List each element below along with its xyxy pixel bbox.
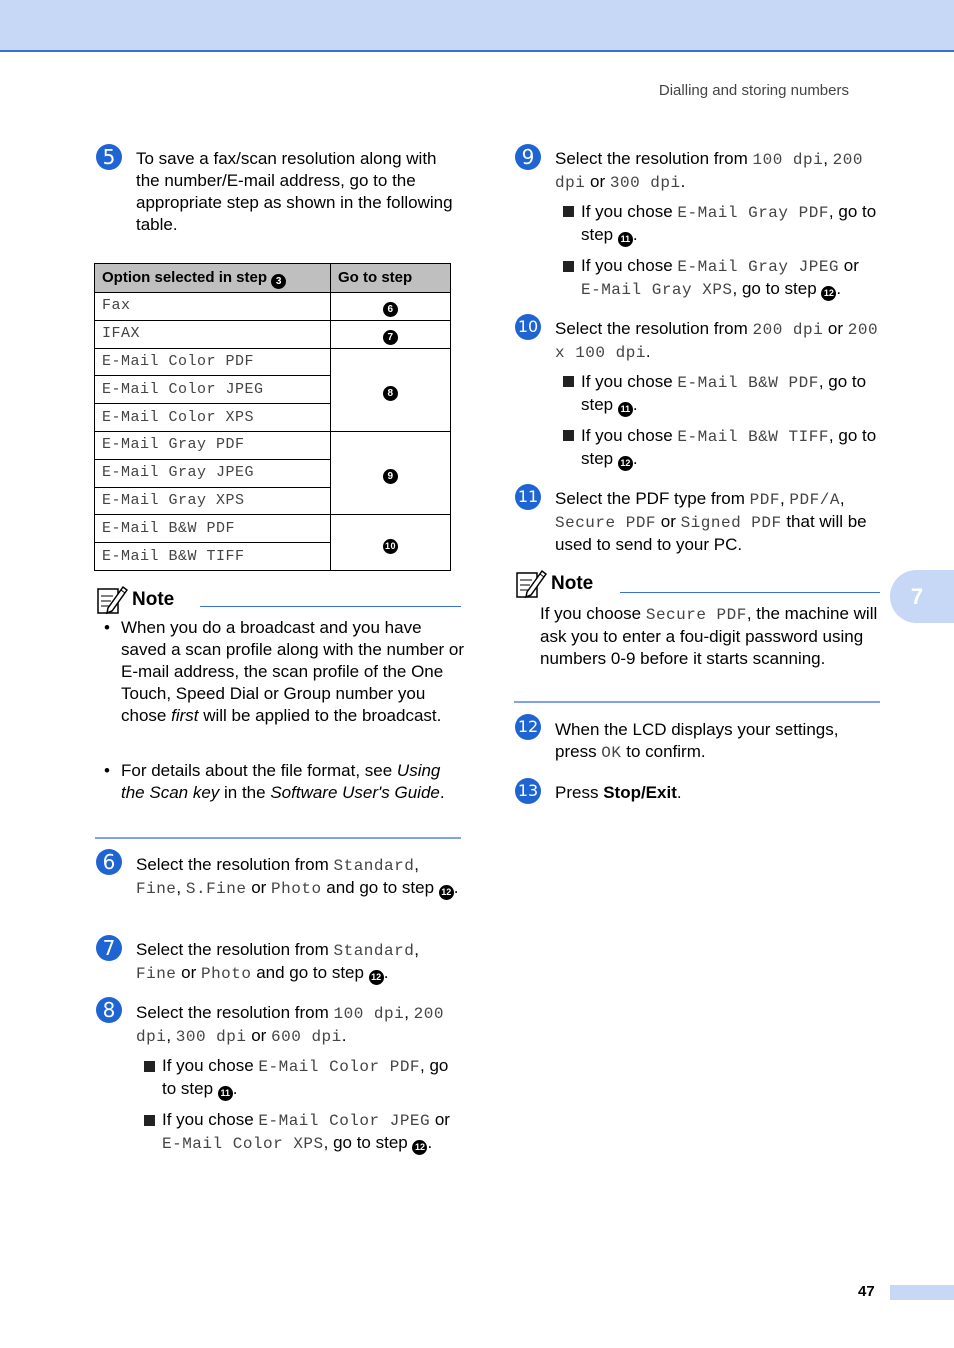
step-7-text: Select the resolution from Standard, Fine or Photo and go to step 12 .: [136, 940, 420, 983]
note-2-title-line: [620, 592, 880, 593]
step-ref-badge: 11: [618, 402, 633, 417]
step-10-number: 10: [515, 314, 541, 340]
bullet-dot: •: [104, 761, 110, 780]
option-cell: E-Mail Gray JPEG: [95, 459, 331, 487]
table-row: [95, 431, 451, 459]
step-ref-badge: 11: [618, 232, 633, 247]
step-6-number: 6: [96, 849, 122, 875]
goto-cell: [331, 431, 451, 514]
step-ref-badge: 11: [218, 1086, 233, 1101]
table-row: [95, 348, 451, 376]
step-11-text: Select the PDF type from PDF, PDF/A, Secure PDF or Signed PDF that will be used to send to your PC.: [555, 489, 867, 554]
step-9-number: 9: [515, 144, 541, 170]
step-8-sub-2: If you chose E-Mail Color JPEG or E-Mail Color XPS, go to step 12 .: [162, 1110, 450, 1153]
step-10-sub-2: If you chose E-Mail B&W TIFF, go to step 12 .: [581, 425, 881, 471]
option-cell: E-Mail Gray XPS: [95, 487, 331, 515]
note-pencil-icon: [515, 568, 547, 600]
step-11-number: 11: [515, 484, 541, 510]
note-pencil-icon: [96, 584, 128, 616]
step-9-text: Select the resolution from 100 dpi, 200 dpi or 300 dpi.: [555, 149, 863, 192]
table-row: [95, 293, 451, 321]
step-5-text: To save a fax/scan resolution along with the number/E-mail address, go to the appropriate step as shown in the following table.: [136, 149, 453, 234]
step-ref-badge: 7: [383, 330, 398, 345]
note-1-bullet-1: • When you do a broadcast and you have saved a scan profile along with the number or E-mail address, the scan profile of the One Touch, Speed Dial or Group number you chose first will be applied to the broadcast.: [104, 618, 465, 725]
option-cell: IFAX: [95, 320, 331, 348]
table-row: [95, 320, 451, 348]
page-number-band: [890, 1285, 954, 1300]
step-8-text: Select the resolution from 100 dpi, 200 dpi, 300 dpi or 600 dpi.: [136, 1003, 444, 1046]
option-cell: E-Mail B&W TIFF: [95, 543, 331, 571]
step-12-number: 12: [515, 714, 541, 740]
step-5-number: 5: [96, 144, 122, 170]
note-1-bottom-rule: [95, 837, 461, 839]
step-8-number: 8: [96, 997, 122, 1023]
page-header-title: Dialling and storing numbers: [658, 82, 849, 99]
bullet-square: [563, 376, 574, 387]
note-2-text: If you choose Secure PDF, the machine will ask you to enter a fou-digit password using numbers 0-9 before it starts scanning.: [540, 604, 878, 668]
step-ref-badge: 12: [439, 885, 454, 900]
chapter-number: 7: [910, 583, 924, 609]
step-12-text: When the LCD displays your settings, press OK to confirm.: [555, 720, 839, 762]
chapter-tab: [890, 570, 954, 623]
step-ref-badge: 10: [383, 539, 398, 554]
step-ref-badge: 9: [383, 469, 398, 484]
goto-cell: [331, 348, 451, 431]
step-9-sub-2: If you chose E-Mail Gray JPEG or E-Mail Gray XPS, go to step 12 .: [581, 256, 859, 299]
option-cell: E-Mail B&W PDF: [95, 515, 331, 543]
step-13-number: 13: [515, 778, 541, 804]
step-ref-badge: 3: [271, 274, 286, 289]
goto-cell: [331, 515, 451, 571]
option-cell: E-Mail Color PDF: [95, 348, 331, 376]
option-cell: E-Mail Color XPS: [95, 404, 331, 432]
header-band: [0, 0, 954, 52]
bullet-square: [144, 1061, 155, 1072]
note-2-heading: [515, 568, 593, 600]
step-10-sub-1: If you chose E-Mail B&W PDF, go to step 11 .: [581, 371, 881, 417]
bullet-dot: •: [104, 618, 110, 637]
note-1-title-line: [200, 606, 461, 607]
note-1-heading: [96, 584, 174, 616]
note-1-bullet-2: • For details about the file format, see Using the Scan key in the Software User's Guide.: [104, 761, 445, 802]
note-1-label: Note: [132, 589, 175, 610]
step-ref-badge: 12: [821, 286, 836, 301]
step-ref-badge: 12: [412, 1140, 427, 1155]
table-header-option: Option selected in step 3: [95, 264, 331, 293]
note-2-label: Note: [551, 573, 594, 594]
goto-cell: [331, 293, 451, 321]
step-13-text: Press Stop/Exit.: [555, 783, 682, 802]
bullet-square: [563, 206, 574, 217]
step-ref-badge: 8: [383, 386, 398, 401]
goto-cell: [331, 320, 451, 348]
bullet-square: [563, 430, 574, 441]
step-ref-badge: 12: [369, 970, 384, 985]
bullet-square: [563, 261, 574, 272]
option-cell: E-Mail Color JPEG: [95, 376, 331, 404]
step-10-text: Select the resolution from 200 dpi or 200 x 100 dpi.: [555, 319, 879, 362]
bullet-square: [144, 1115, 155, 1126]
option-cell: Fax: [95, 293, 331, 321]
options-table: [94, 263, 451, 571]
note-2-bottom-rule: [514, 701, 880, 703]
step-6-text: Select the resolution from Standard, Fine, S.Fine or Photo and go to step 12 .: [136, 855, 459, 898]
step-9-sub-1: If you chose E-Mail Gray PDF, go to step 11 .: [581, 201, 881, 247]
table-header-row: [95, 264, 451, 293]
step-7-number: 7: [96, 935, 122, 961]
option-cell: E-Mail Gray PDF: [95, 431, 331, 459]
table-header-goto: Go to step: [331, 264, 451, 293]
step-ref-badge: 12: [618, 456, 633, 471]
step-ref-badge: 6: [383, 302, 398, 317]
table-row: [95, 515, 451, 543]
step-8-sub-1: If you chose E-Mail Color PDF, go to step 11 .: [162, 1055, 462, 1101]
page-number: 47: [858, 1283, 875, 1300]
